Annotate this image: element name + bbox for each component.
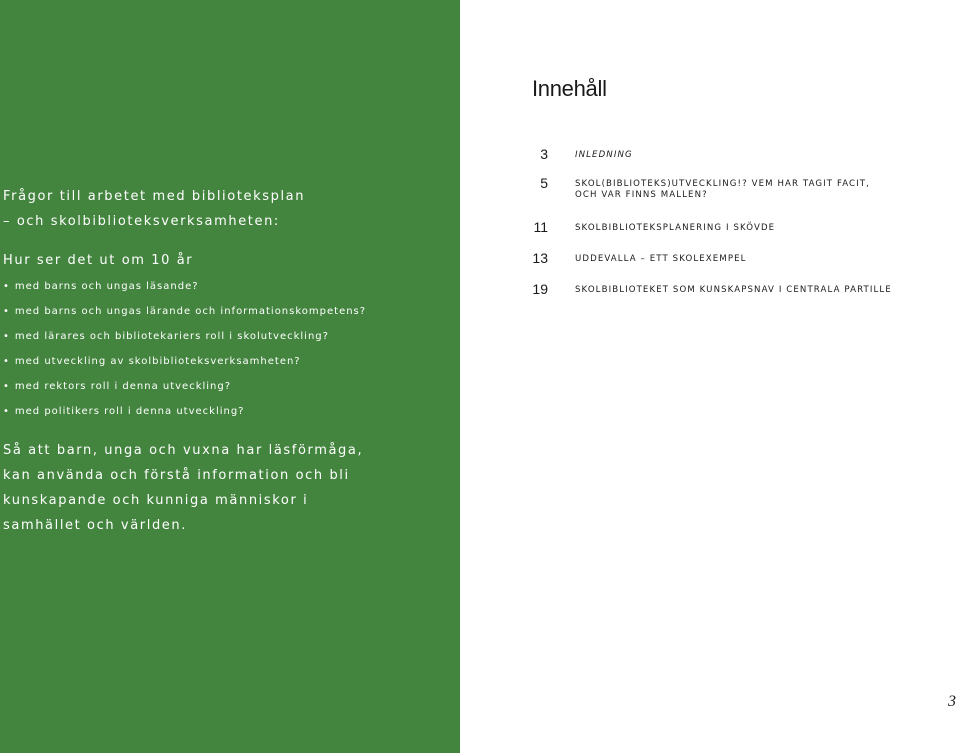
vision-line: samhället och världen.: [3, 518, 187, 533]
questions-heading-line2: – och skolbiblioteksverksamheten:: [3, 214, 280, 229]
toc-page-number: 5: [540, 175, 548, 191]
question-item: • med barns och ungas läsande?: [3, 281, 199, 292]
toc-entry-text: UDDEVALLA – ETT SKOLEXEMPEL: [575, 254, 747, 264]
question-item: • med utveckling av skolbiblioteksverksamheten?: [3, 356, 301, 367]
vision-line: Så att barn, unga och vuxna har läsförmåga,: [3, 443, 364, 458]
toc-page-number: 3: [540, 146, 548, 162]
question-item: • med politikers roll i denna utveckling?: [3, 406, 245, 417]
toc-entry-text: INLEDNING: [575, 150, 633, 160]
vision-line: kunskapande och kunniga människor i: [3, 493, 309, 508]
green-questions-panel: [0, 0, 460, 753]
page-number: 3: [948, 693, 956, 710]
bullet-icon: •: [3, 331, 10, 342]
bullet-icon: •: [3, 306, 10, 317]
bullet-icon: •: [3, 356, 10, 367]
toc-title: Innehåll: [532, 76, 607, 101]
bullet-icon: •: [3, 381, 10, 392]
question-item: • med barns och ungas lärande och informationskompetens?: [3, 306, 367, 317]
toc-entry-text: SKOLBIBLIOTEKSPLANERING I SKÖVDE: [575, 223, 776, 233]
question-item: • med rektors roll i denna utveckling?: [3, 381, 232, 392]
bullet-icon: •: [3, 406, 10, 417]
question-item: • med lärares och bibliotekariers roll i skolutveckling?: [3, 331, 329, 342]
questions-subheading: Hur ser det ut om 10 år: [3, 253, 194, 268]
toc-entry-text: SKOLBIBLIOTEKET SOM KUNSKAPSNAV I CENTRALA PARTILLE: [575, 285, 892, 295]
toc-page-number: 11: [533, 219, 548, 235]
toc-page-number: 13: [532, 250, 548, 266]
toc-page-number: 19: [532, 281, 548, 297]
table-of-contents: [460, 0, 960, 753]
bullet-icon: •: [3, 281, 10, 292]
toc-entry-text: OCH VAR FINNS MALLEN?: [575, 190, 708, 200]
questions-heading-line1: Frågor till arbetet med biblioteksplan: [3, 189, 306, 204]
vision-line: kan använda och förstå information och bli: [3, 468, 350, 483]
toc-entry-text: SKOL(BIBLIOTEKS)UTVECKLING!? VEM HAR TAGIT FACIT,: [575, 179, 870, 189]
